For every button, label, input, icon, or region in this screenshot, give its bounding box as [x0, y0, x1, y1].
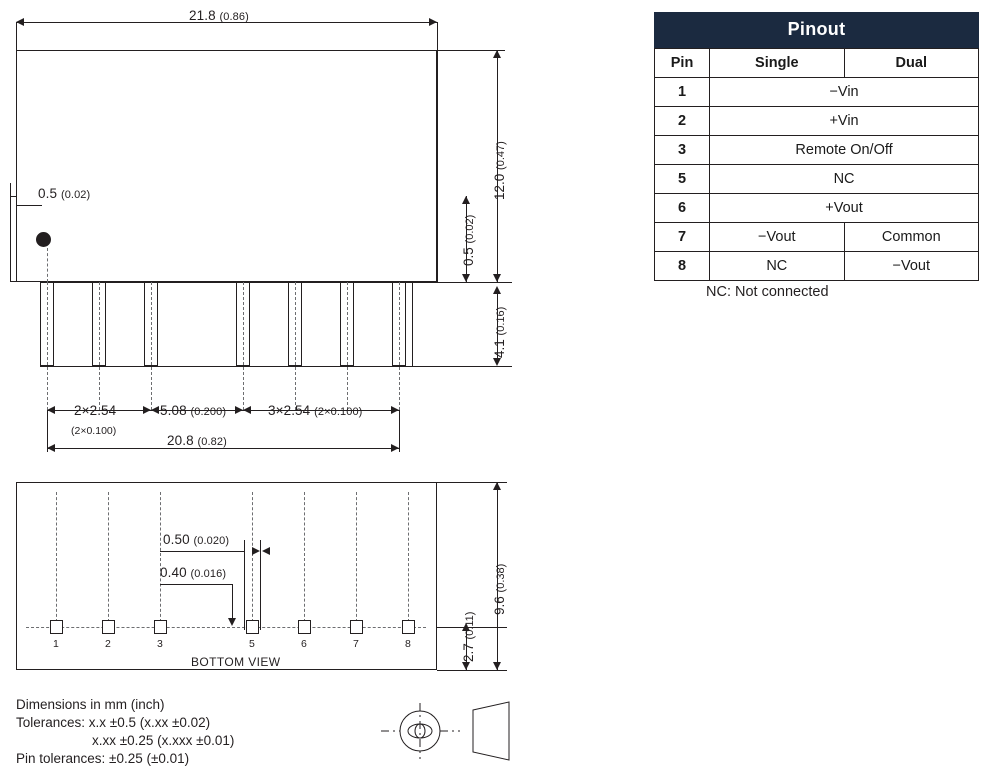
arrow-l-pad-width — [262, 547, 270, 555]
ext-left-offset-b — [10, 183, 11, 205]
bottom-row-centerline — [26, 627, 426, 628]
arrow-down-height — [493, 274, 501, 282]
centerline-pin-8 — [399, 282, 400, 410]
dim-height — [492, 141, 507, 200]
pinout-function: NC — [710, 165, 979, 194]
dim-overall-pitch — [167, 433, 227, 448]
pinout-col-single: Single — [710, 49, 844, 78]
arrow-l-overall-pitch — [47, 444, 55, 452]
arrow-down-lip — [462, 274, 470, 282]
arrow-r-pitch-mid — [235, 406, 243, 414]
dim-width-top — [189, 8, 249, 23]
pad-3 — [154, 620, 167, 634]
table-row — [655, 194, 979, 223]
dim-pitch-right-alt: (2×0.100) — [314, 406, 363, 418]
centerline-pin-2 — [99, 282, 100, 410]
pad-label-7: 7 — [353, 638, 359, 650]
pinout-dual: Common — [844, 223, 978, 252]
arrow-d-inner-depth — [462, 662, 470, 670]
first-angle-projection-icon — [378, 700, 528, 762]
pad-2 — [102, 620, 115, 634]
dim-pitch-left-alt: (2×0.100) — [71, 425, 117, 437]
note-pin-tolerances: Pin tolerances: ±0.25 (±0.01) — [16, 751, 190, 766]
arrow-right-width-top — [429, 18, 437, 26]
dim-overall-pitch-alt: (0.82) — [197, 436, 227, 448]
table-row — [655, 107, 979, 136]
ext-line-width-right — [437, 22, 438, 282]
table-row — [655, 223, 979, 252]
pinout-pin: 2 — [655, 107, 710, 136]
dim-depth-value: 9.6 — [492, 596, 507, 615]
bottom-centerline-pin-8 — [408, 492, 409, 622]
arrow-d-depth — [493, 662, 501, 670]
dim-width-value: 21.8 — [189, 8, 216, 23]
device-left-lip — [10, 196, 17, 282]
pad-label-8: 8 — [405, 638, 411, 650]
pinout-single: −Vout — [710, 223, 844, 252]
pinout-table — [654, 12, 979, 281]
ext-line-width-left — [16, 22, 17, 50]
dim-pin-length-value: 4.1 — [492, 339, 507, 358]
dim-height-value: 12.0 — [492, 173, 507, 200]
pinout-pin: 3 — [655, 136, 710, 165]
arrow-up-pin-length — [493, 286, 501, 294]
note-dimensions: Dimensions in mm (inch) — [16, 697, 165, 712]
dim-pin-length-alt: (0.16) — [495, 306, 507, 336]
pinout-title: Pinout — [654, 12, 979, 48]
pinout-function: +Vin — [710, 107, 979, 136]
table-row — [655, 165, 979, 194]
dim-pad-width — [163, 532, 229, 547]
dim-line-pad-thickness — [160, 584, 232, 585]
arrow-d-pad-thickness — [228, 618, 236, 626]
table-row — [655, 136, 979, 165]
centerline-pin-1 — [47, 282, 48, 410]
pinout-pin: 1 — [655, 78, 710, 107]
dim-lip-alt: (0.02) — [464, 214, 476, 244]
dim-inner-depth-value: 2.7 — [461, 643, 476, 662]
centerline-pin-1-upper — [47, 248, 48, 282]
pinout-grid — [654, 48, 979, 281]
ext-overall-pitch-left — [47, 410, 48, 452]
pinout-col-dual: Dual — [844, 49, 978, 78]
bottom-centerline-pin-2 — [108, 492, 109, 622]
ext-overall-pitch-right — [399, 410, 400, 452]
pin-row-top-edge — [40, 282, 412, 283]
dim-left-offset — [38, 186, 90, 201]
dim-pin-length — [492, 307, 507, 358]
device-body-top-view — [16, 50, 437, 282]
dim-pad-width-alt: (0.020) — [193, 535, 230, 547]
dim-pad-thickness-alt: (0.016) — [190, 568, 227, 580]
dim-depth — [492, 564, 507, 615]
note-tolerances-2: x.xx ±0.25 (x.xxx ±0.01) — [92, 733, 235, 748]
dim-lip — [461, 215, 476, 266]
dim-inner-depth — [461, 612, 476, 662]
pinout-header-row — [655, 49, 979, 78]
arrow-l-pitch-right — [243, 406, 251, 414]
centerline-pin-6 — [295, 282, 296, 410]
centerline-pin-3 — [151, 282, 152, 410]
dim-pad-thickness-value: 0.40 — [160, 565, 187, 580]
pinout-function: Remote On/Off — [710, 136, 979, 165]
dim-pitch-right — [268, 403, 362, 418]
pin-row-bottom-edge — [40, 366, 412, 367]
pinout-pin: 5 — [655, 165, 710, 194]
ext-depth-top — [437, 482, 507, 483]
leader-pad-thickness — [232, 584, 233, 622]
dim-pitch-right-value: 3×2.54 — [268, 403, 311, 418]
arrow-left-width-top — [16, 18, 24, 26]
ext-height-top — [437, 50, 505, 51]
pinout-function: −Vin — [710, 78, 979, 107]
bottom-centerline-pin-1 — [56, 492, 57, 622]
table-row — [655, 252, 979, 281]
dim-lip-value: 0.5 — [461, 247, 476, 266]
bottom-centerline-pin-6 — [304, 492, 305, 622]
dim-overall-pitch-value: 20.8 — [167, 433, 194, 448]
dim-pitch-mid-alt: (0.200) — [190, 406, 227, 418]
pad-label-5: 5 — [249, 638, 255, 650]
pinout-footnote: NC: Not connected — [706, 284, 829, 300]
pinout-pin: 7 — [655, 223, 710, 252]
arrow-r-pitch-right — [391, 406, 399, 414]
dim-pitch-left-value: 2×2.54 — [74, 403, 117, 418]
ext-pad-width-a — [244, 540, 245, 630]
bottom-centerline-pin-3 — [160, 492, 161, 622]
ext-depth-bottom — [437, 670, 507, 671]
pinout-pin: 6 — [655, 194, 710, 223]
dim-pad-thickness — [160, 565, 226, 580]
pad-label-3: 3 — [157, 638, 163, 650]
pad-5 — [246, 620, 259, 634]
dim-depth-alt: (0.38) — [495, 563, 507, 593]
pad-label-6: 6 — [301, 638, 307, 650]
bottom-centerline-pin-5 — [252, 492, 253, 622]
pin-1-marker-dot — [36, 232, 51, 247]
ext-pin-length-top — [412, 282, 512, 283]
dim-line-overall-pitch — [47, 448, 399, 449]
pad-6 — [298, 620, 311, 634]
dim-line-pad-width — [160, 551, 244, 552]
pad-1 — [50, 620, 63, 634]
note-tolerances: Tolerances: x.x ±0.5 (x.xx ±0.02) — [16, 715, 211, 730]
dim-width-alt: (0.86) — [219, 11, 249, 23]
arrow-l-pitch-mid — [151, 406, 159, 414]
arrow-r-pad-width — [252, 547, 260, 555]
bottom-view-caption: BOTTOM VIEW — [191, 655, 281, 669]
dim-height-alt: (0.47) — [495, 141, 507, 170]
arrow-l-pitch-left — [47, 406, 55, 414]
arrow-r-overall-pitch — [391, 444, 399, 452]
pinout-pin: 8 — [655, 252, 710, 281]
pinout-col-pin: Pin — [655, 49, 710, 78]
bottom-centerline-pin-7 — [356, 492, 357, 622]
ext-left-offset-a — [16, 183, 17, 205]
dim-inner-depth-alt: (0.11) — [464, 611, 476, 640]
arrow-r-pitch-left — [143, 406, 151, 414]
pad-7 — [350, 620, 363, 634]
dim-pitch-left — [74, 403, 116, 418]
dim-left-offset-alt: (0.02) — [60, 189, 91, 201]
dim-left-offset-value: 0.5 — [38, 186, 58, 201]
dim-line-left-offset — [16, 205, 42, 206]
pad-label-2: 2 — [105, 638, 111, 650]
pinout-dual: −Vout — [844, 252, 978, 281]
pad-8 — [402, 620, 415, 634]
dim-pad-width-value: 0.50 — [163, 532, 190, 547]
device-body-bottom-view — [16, 482, 437, 670]
arrow-up-height — [493, 50, 501, 58]
table-row — [655, 78, 979, 107]
pinout-function: +Vout — [710, 194, 979, 223]
pad-label-1: 1 — [53, 638, 59, 650]
arrow-u-depth — [493, 482, 501, 490]
centerline-pin-7 — [347, 282, 348, 410]
pinout-single: NC — [710, 252, 844, 281]
arrow-down-pin-length — [493, 358, 501, 366]
arrow-up-lip — [462, 196, 470, 204]
centerline-pin-5 — [243, 282, 244, 410]
ext-pad-width-b — [260, 540, 261, 630]
dim-pitch-mid-value: 5.08 — [160, 403, 187, 418]
pin-row-right-edge — [412, 282, 413, 366]
ext-pin-length-bottom — [412, 366, 512, 367]
dim-pitch-mid — [160, 403, 226, 418]
